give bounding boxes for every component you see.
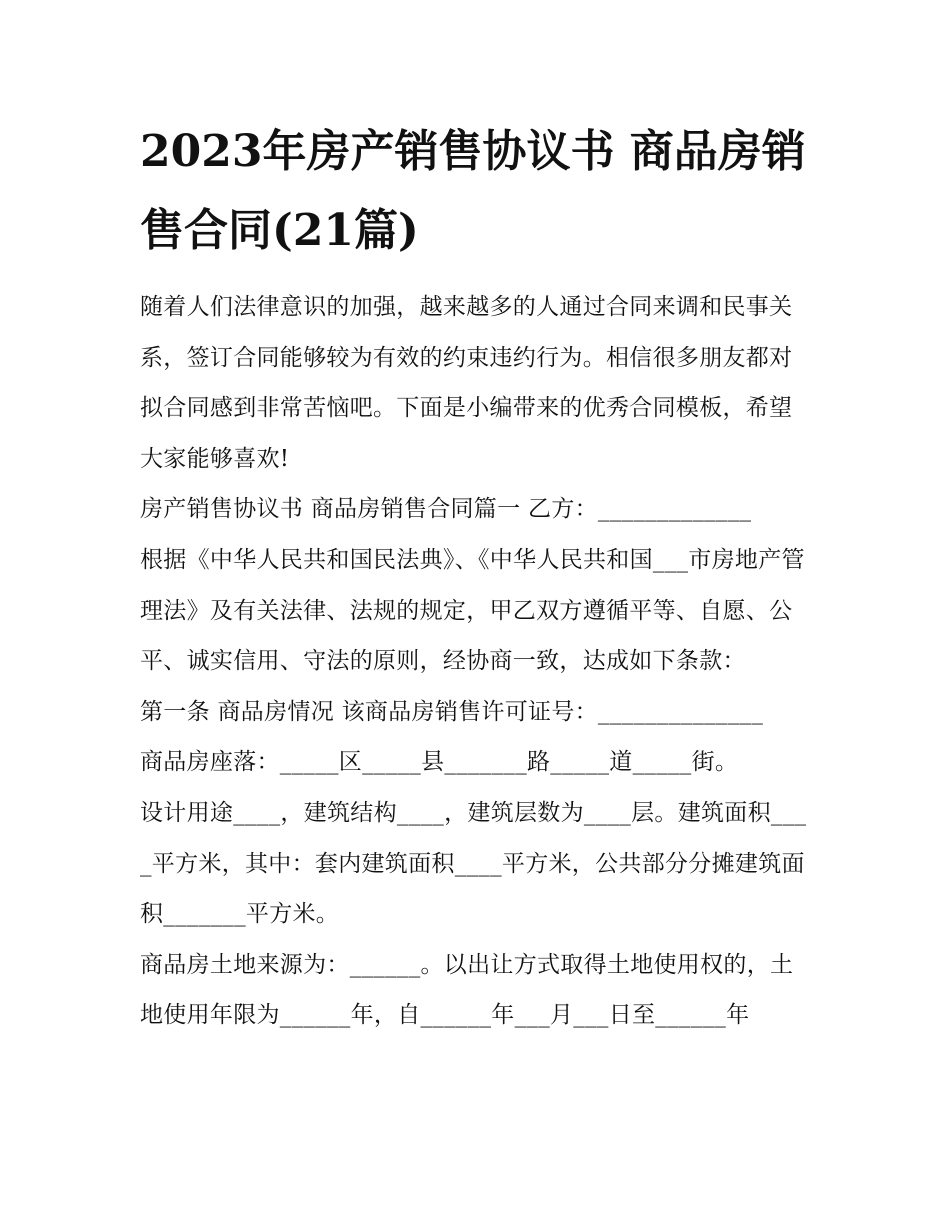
property-location-paragraph: 商品房座落：_____区_____县_______路_____道_____街。 xyxy=(140,749,739,776)
document-page xyxy=(140,112,812,1041)
legal-basis-paragraph: 根据《中华人民共和国民法典》、《中华人民共和国___市房地产管理法》及有关法律、法规的规定，甲乙双方遵循平等、自愿、公平、诚实信用、守法的原则，经协商一致，达成如下条款： xyxy=(140,546,805,675)
section-heading-part-one: 房产销售协议书 商品房销售合同篇一 乙方：_____________ xyxy=(140,496,752,523)
document-title: 2023年房产销售协议书 商品房销售合同(21篇) xyxy=(140,126,806,256)
land-source-paragraph: 商品房土地来源为：______。以出让方式取得土地使用权的，土地使用年限为______年，自______年___月___日至______年 xyxy=(140,951,794,1029)
intro-paragraph: 随着人们法律意识的加强，越来越多的人通过合同来调和民事关系，签订合同能够较为有效的约束违约行为。相信很多朋友都对拟合同感到非常苦恼吧。下面是小编带来的优秀合同模板，希望大家能够喜欢! xyxy=(140,294,793,472)
article-one-heading: 第一条 商品房情况 该商品房销售许可证号：______________ xyxy=(140,698,764,725)
property-design-paragraph: 设计用途____，建筑结构____，建筑层数为____层。建筑面积____平方米，其中：套内建筑面积____平方米，公共部分分摊建筑面积_______平方米。 xyxy=(140,799,807,928)
